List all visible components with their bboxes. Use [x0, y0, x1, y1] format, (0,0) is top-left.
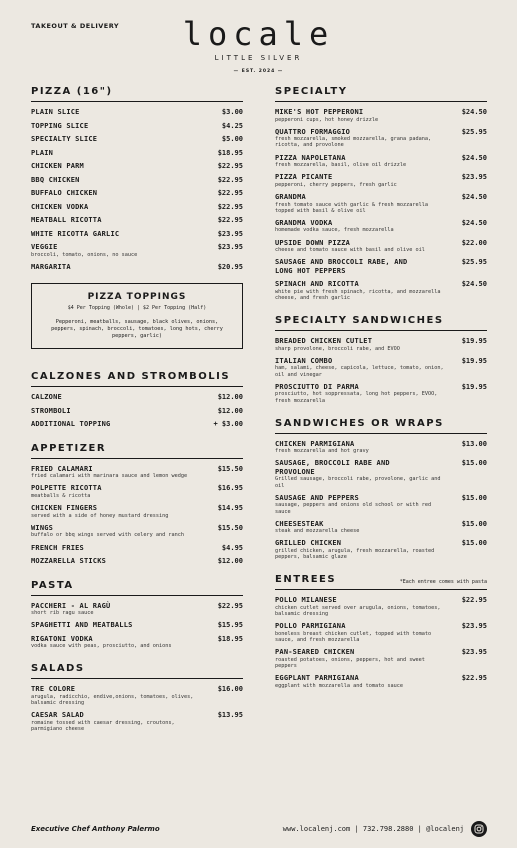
item-price: $12.00: [217, 557, 243, 566]
section-title: [275, 574, 487, 590]
left-column: [31, 86, 243, 746]
menu-item: [275, 459, 487, 488]
item-price: $20.95: [217, 262, 243, 271]
item-price: $15.50: [217, 464, 243, 473]
footer: [31, 819, 487, 839]
item-price: $15.95: [217, 621, 243, 630]
menu-item: [31, 243, 243, 258]
menu-item: [31, 504, 243, 519]
item-price: $23.95: [217, 229, 243, 238]
menu-item-row: [31, 621, 243, 630]
brand-location: LITTLE SILVER: [214, 54, 303, 62]
menu-item: [31, 685, 243, 706]
item-name: SAUSAGE AND PEPPERS: [275, 493, 359, 502]
menu-item-row: [275, 520, 487, 529]
item-price: $22.00: [461, 238, 487, 247]
item-price: $22.95: [217, 162, 243, 170]
menu-item: [31, 393, 243, 402]
item-description: arugula, radicchio, endive,onions, tomatoes, olives, balsamic dressing: [31, 693, 194, 707]
section-title-text: ENTREES: [275, 574, 337, 586]
menu-item: [275, 648, 487, 669]
item-description: pepperoni cups, hot honey drizzle: [275, 116, 379, 123]
menu-item-row: [275, 674, 487, 683]
item-price: $15.50: [217, 523, 243, 532]
item-price: $15.00: [461, 519, 487, 528]
item-name: SPAGHETTI AND MEATBALLS: [31, 621, 133, 630]
menu-item: [275, 440, 487, 455]
item-price: $18.95: [217, 148, 243, 157]
menu-item-row: [275, 596, 487, 605]
section-specialty: [275, 86, 487, 301]
item-price: $18.95: [217, 634, 243, 643]
item-price: $16.00: [217, 685, 243, 694]
right-column: [275, 86, 487, 703]
section-title: [31, 371, 243, 387]
item-description: fried calamari with marinara sauce and lemon wedge: [31, 473, 188, 480]
menu-item: [31, 557, 243, 566]
item-price: $19.95: [461, 382, 487, 391]
item-name: MEATBALL RICOTTA: [31, 216, 102, 224]
menu-item: [31, 524, 243, 539]
executive-chef: Executive Chef Anthony Palermo: [31, 825, 160, 833]
menu-item-row: [31, 557, 243, 566]
item-name: EGGPLANT PARMIGIANA: [275, 674, 359, 683]
item-price: $4.95: [221, 543, 243, 552]
item-name: PACCHERI - AL RAGÙ: [31, 601, 111, 610]
item-price: $16.95: [217, 484, 243, 493]
menu-item-row: [275, 193, 487, 202]
menu-item: [275, 383, 487, 404]
menu-item: [31, 621, 243, 630]
item-price: $19.95: [461, 337, 487, 346]
item-name: MOZZARELLA STICKS: [31, 557, 107, 566]
contact-info: [283, 821, 487, 837]
menu-item-row: [275, 494, 487, 503]
menu-item: [31, 263, 243, 272]
menu-item-row: [31, 135, 243, 144]
section-note: *Each entree comes with pasta: [399, 579, 487, 586]
menu-item-row: [31, 685, 243, 694]
menu-item: [275, 219, 487, 234]
item-name: CHEESESTEAK: [275, 519, 324, 528]
section-appetizer: [31, 443, 243, 566]
menu-item-row: [31, 122, 243, 131]
menu-item: [275, 258, 487, 275]
menu-item: [31, 176, 243, 185]
item-description: ham, salami, cheese, capicola, lettuce, tomato, onion, oil and vinegar: [275, 365, 444, 378]
menu-item: [31, 189, 243, 198]
item-name: CHICKEN PARMIGIANA: [275, 439, 355, 448]
menu-item: [31, 465, 243, 480]
menu-item: [31, 420, 243, 429]
section-title-text: APPETIZER: [31, 442, 107, 454]
item-name: CHICKEN VODKA: [31, 202, 89, 211]
item-name: GRANDMA: [275, 193, 306, 202]
menu-item-row: [31, 230, 243, 239]
section-title: [275, 86, 487, 102]
menu-item-row: [31, 162, 243, 171]
item-name: CHICKEN FINGERS: [31, 504, 98, 513]
item-description: fresh mozzarella, basil, olive oil drizzle: [275, 162, 407, 169]
menu-item: [275, 193, 487, 214]
item-name: WINGS: [31, 523, 54, 532]
item-name: ADDITIONAL TOPPING: [31, 420, 111, 429]
menu-item-row: [275, 280, 487, 289]
item-description: meatballs & ricotta: [31, 492, 91, 499]
menu-item-row: [275, 154, 487, 163]
menu-item-row: [275, 108, 487, 117]
section-title: [275, 418, 487, 434]
item-name: POLLO MILANESE: [275, 596, 337, 605]
item-price: $24.50: [461, 193, 487, 202]
section-salads: [31, 663, 243, 732]
menu-item: [31, 135, 243, 144]
menu-item-row: [275, 383, 487, 392]
menu-item-row: [31, 484, 243, 493]
item-name: PLAIN: [31, 148, 54, 157]
section-title: [31, 443, 243, 459]
menu-item-row: [31, 149, 243, 158]
menu-item-row: [275, 622, 487, 631]
item-price: $12.00: [217, 393, 243, 402]
menu-item-row: [31, 203, 243, 212]
item-description: cheese and tomato sauce with basil and olive oil: [275, 247, 425, 254]
item-name: RIGATONI VODKA: [31, 634, 93, 643]
instagram-icon[interactable]: [471, 821, 487, 837]
section-calzones-and-strombolis: [31, 371, 243, 429]
item-price: $15.00: [461, 459, 487, 468]
menu-item-row: [275, 219, 487, 228]
section-pizza-16: [31, 86, 243, 271]
item-name: FRENCH FRIES: [31, 543, 84, 552]
menu-item-row: [275, 128, 487, 137]
section-title-text: SALADS: [31, 663, 85, 675]
toppings-title: PIZZA TOPPINGS: [87, 292, 187, 303]
section-specialty-sandwiches: [275, 315, 487, 404]
menu-item: [31, 162, 243, 171]
item-price: $24.50: [461, 108, 487, 116]
item-price: $3.00: [221, 108, 243, 116]
section-title-text: PASTA: [31, 579, 74, 591]
menu-item-row: [31, 544, 243, 553]
item-description: fresh tomato sauce with garlic & fresh mozzarella topped with basil & olive oil: [275, 201, 429, 214]
item-price: $19.95: [461, 356, 487, 365]
item-description: romaine tossed with caesar dressing, croutons, parmigiano cheese: [31, 719, 175, 733]
item-name: WHITE RICOTTA GARLIC: [31, 229, 120, 238]
toppings-prices: $4 Per Topping (Whole) | $2 Per Topping (Half): [67, 305, 207, 312]
item-price: $22.95: [461, 596, 487, 605]
item-price: $22.95: [217, 202, 243, 211]
item-description: white pie with fresh spinach, ricotta, and mozzarella cheese, and fresh garlic: [275, 288, 441, 302]
section-title: [31, 86, 243, 102]
item-price: $4.25: [221, 121, 243, 130]
item-price: $15.00: [461, 539, 487, 548]
item-name: PIZZA NAPOLETANA: [275, 153, 346, 162]
item-price: $22.95: [217, 216, 243, 224]
item-price: $12.00: [217, 406, 243, 415]
item-description: buffalo or bbq wings served with celery and ranch: [31, 532, 185, 539]
item-price: $23.95: [217, 243, 243, 251]
item-name: BREADED CHICKEN CUTLET: [275, 337, 373, 346]
section-title-text: SPECIALTY SANDWICHES: [275, 315, 444, 327]
section-sandwiches-or-wraps: [275, 418, 487, 561]
item-name: FRIED CALAMARI: [31, 464, 93, 473]
menu-item: [275, 108, 487, 123]
menu-item-row: [31, 216, 243, 225]
menu-item: [275, 674, 487, 689]
item-price: $24.50: [461, 280, 487, 289]
item-name: PAN-SEARED CHICKEN: [275, 648, 355, 657]
item-description: served with a side of honey mustard dressing: [31, 512, 169, 519]
item-name: TOPPING SLICE: [31, 121, 89, 130]
menu-item: [275, 239, 487, 254]
item-description: grilled chicken, arugula, fresh mozzarella, roasted peppers, balsamic glaze: [275, 547, 435, 561]
menu-item: [31, 602, 243, 617]
menu-item: [31, 711, 243, 732]
item-price: $13.95: [217, 711, 243, 720]
menu-item-row: [31, 393, 243, 402]
item-price: $13.00: [461, 439, 487, 448]
menu-item: [275, 494, 487, 515]
menu-item: [275, 622, 487, 643]
menu-item-row: [31, 465, 243, 474]
item-name: MIKE'S HOT PEPPERONI: [275, 108, 364, 116]
item-name: MARGARITA: [31, 262, 71, 271]
item-price: $22.95: [217, 601, 243, 610]
contact-text: www.localenj.com | 732.798.2880 | @localenj: [282, 825, 464, 833]
menu-item-row: [31, 602, 243, 611]
menu-item: [275, 173, 487, 188]
menu-item-row: [31, 189, 243, 198]
item-name: SPECIALTY SLICE: [31, 135, 98, 143]
item-description: boneless breast chicken cutlet, topped with tomato sauce, and fresh mozzarella: [275, 630, 432, 643]
item-price: $25.95: [461, 258, 487, 267]
item-name: PIZZA PICANTE: [275, 173, 333, 182]
item-name: QUATTRO FORMAGGIO: [275, 127, 351, 136]
item-name: SAUSAGE AND BROCCOLI RABE, AND LONG HOT PEPPERS: [275, 258, 408, 275]
menu-item: [275, 154, 487, 169]
section-title-text: PIZZA (16"): [31, 86, 113, 97]
item-name: PROSCIUTTO DI PARMA: [275, 382, 359, 391]
pizza-toppings-box: [31, 283, 243, 349]
item-name: BBQ CHICKEN: [31, 175, 80, 184]
item-name: GRANDMA VODKA: [275, 218, 333, 227]
item-name: POLLO PARMIGIANA: [275, 622, 346, 631]
menu-item: [31, 544, 243, 553]
menu-item: [31, 407, 243, 416]
section-title: [31, 580, 243, 596]
item-name: CALZONE: [31, 393, 62, 402]
section-title-text: SANDWICHES OR WRAPS: [275, 417, 444, 429]
menu-item-row: [31, 711, 243, 720]
section-title-text: CALZONES AND STROMBOLIS: [31, 371, 231, 383]
item-name: ITALIAN COMBO: [275, 356, 333, 365]
item-name: PLAIN SLICE: [31, 108, 80, 116]
item-description: roasted potatoes, onions, peppers, hot and sweet peppers: [275, 656, 425, 669]
item-description: eggplant with mozzarella and tomato sauce: [275, 682, 404, 689]
section-pasta: [31, 580, 243, 650]
menu-item-row: [275, 239, 487, 248]
item-description: sausage, peppers and onions old school or with red sauce: [275, 502, 432, 515]
takeout-delivery-tag: TAKEOUT & DELIVERY: [31, 22, 120, 30]
item-description: sharp provolone, broccoli rabe, and EVOO: [275, 345, 400, 352]
menu-item-row: [31, 407, 243, 416]
menu-item-row: [31, 504, 243, 513]
item-name: VEGGIE: [31, 243, 58, 251]
item-description: steak and mozzarella cheese: [275, 528, 360, 535]
menu-item: [275, 337, 487, 352]
item-description: fresh mozzarella, smoked mozzarella, grana padana, ricotta, and provolone: [275, 136, 432, 149]
menu-item-row: [275, 459, 487, 476]
menu-item-row: [275, 258, 487, 275]
item-price: $22.95: [217, 175, 243, 184]
item-price: $23.95: [461, 622, 487, 631]
item-price: $14.95: [217, 504, 243, 513]
menu-item: [275, 520, 487, 535]
menu-item: [275, 128, 487, 149]
item-name: GRILLED CHICKEN: [275, 539, 342, 548]
menu-item-row: [275, 337, 487, 346]
item-name: SPINACH AND RICOTTA: [275, 280, 359, 289]
item-price: + $3.00: [213, 420, 243, 429]
item-name: BUFFALO CHICKEN: [31, 189, 98, 197]
section-title: [31, 663, 243, 679]
item-name: SAUSAGE, BROCCOLI RABE AND PROVOLONE: [275, 459, 390, 476]
menu-item: [31, 108, 243, 117]
item-price: $15.00: [461, 493, 487, 502]
item-description: fresh mozzarella and hot gravy: [275, 448, 369, 455]
item-name: TRE COLORE: [31, 685, 76, 694]
menu-item: [31, 149, 243, 158]
toppings-list: Pepperoni, meatballs, sausage, black olives, onions, peppers, spinach, broccoli, tomatoes, long hots, cherry peppers, garlic): [51, 319, 223, 340]
item-description: broccoli, tomato, onions, no sauce: [31, 251, 138, 258]
brand-header: [0, 14, 517, 74]
menu-item: [31, 230, 243, 239]
item-name: UPSIDE DOWN PIZZA: [275, 238, 351, 247]
item-price: $22.95: [217, 189, 243, 197]
item-description: chicken cutlet served over arugula, onions, tomatoes, balsamic dressing: [275, 604, 441, 618]
item-price: $25.95: [461, 127, 487, 136]
section-title-text: SPECIALTY: [275, 86, 348, 97]
item-price: $24.50: [461, 153, 487, 162]
item-name: CAESAR SALAD: [31, 711, 84, 720]
item-name: STROMBOLI: [31, 406, 71, 415]
menu-item: [275, 539, 487, 560]
item-price: $23.95: [461, 173, 487, 182]
menu-item: [31, 122, 243, 131]
item-description: short rib ragu sauce: [31, 610, 94, 617]
brand-established: — EST. 2024 —: [233, 69, 284, 74]
menu-item-row: [275, 539, 487, 548]
item-description: pepperoni, cherry peppers, fresh garlic: [275, 181, 397, 188]
item-description: prosciutto, hot soppressata, long hot peppers, EVOO, fresh mozzarella: [275, 391, 438, 404]
menu-item-row: [275, 440, 487, 449]
menu-item-row: [275, 357, 487, 366]
menu-item: [31, 635, 243, 650]
section-entrees: [275, 574, 487, 688]
menu-item-row: [31, 108, 243, 117]
menu-item-row: [275, 648, 487, 657]
item-name: POLPETTE RICOTTA: [31, 484, 102, 493]
menu-item: [275, 280, 487, 301]
menu-item: [31, 484, 243, 499]
item-name: CHICKEN PARM: [31, 162, 84, 170]
menu-item-row: [275, 173, 487, 182]
menu-item: [275, 596, 487, 617]
item-description: homemade vodka sauce, fresh mozzarella: [275, 227, 394, 234]
menu-item: [31, 203, 243, 212]
menu-item-row: [31, 524, 243, 533]
menu-item: [275, 357, 487, 378]
item-price: $22.95: [461, 674, 487, 683]
item-description: vodka sauce with peas, prosciutto, and onions: [31, 643, 172, 650]
menu-item-row: [31, 243, 243, 252]
menu-item-row: [31, 176, 243, 185]
menu-item: [31, 216, 243, 225]
menu-item-row: [31, 635, 243, 644]
item-price: $5.00: [221, 135, 243, 143]
item-price: $23.95: [461, 648, 487, 657]
item-price: $24.50: [461, 218, 487, 227]
section-title: [275, 315, 487, 331]
brand-name: locale: [182, 15, 335, 53]
menu-item-row: [31, 420, 243, 429]
item-description: Grilled sausage, broccoli rabe, provolone, garlic and oil: [275, 476, 441, 489]
menu-item-row: [31, 263, 243, 272]
